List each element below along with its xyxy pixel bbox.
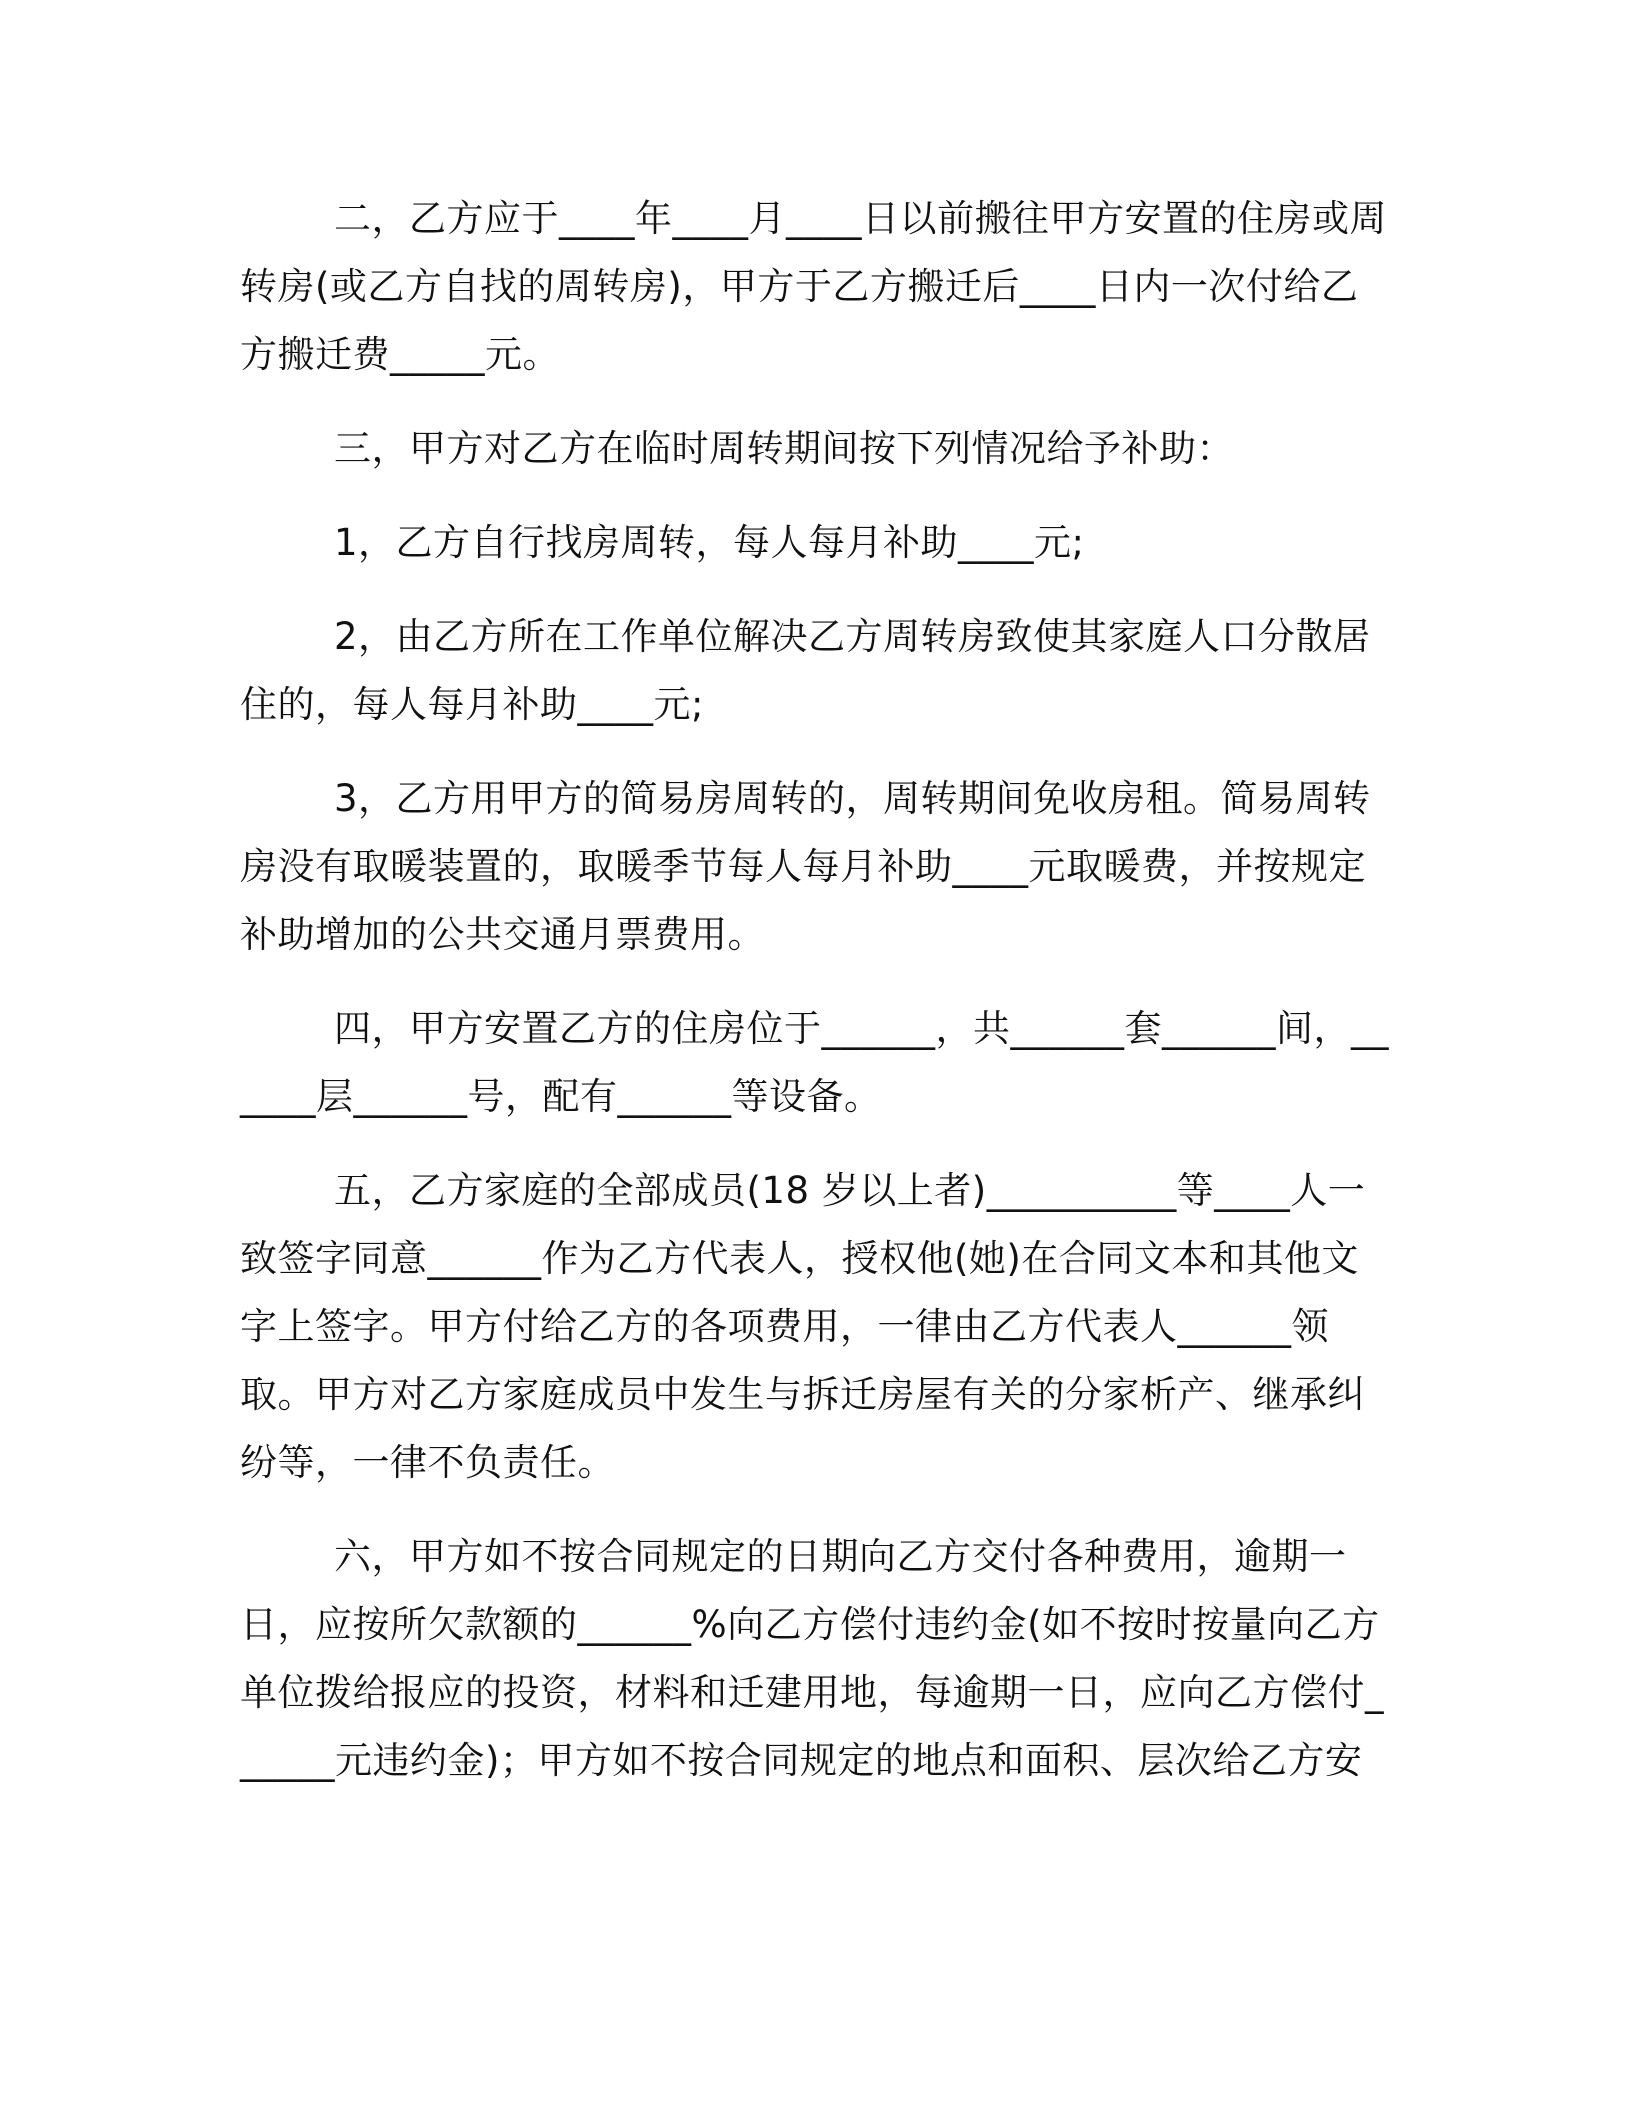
clause-3-temporary-subsidy: 三，甲方对乙方在临时周转期间按下列情况给予补助： xyxy=(334,427,1234,470)
clause-5-family-representative: 五，乙方家庭的全部成员(18 岁以上者)__________等____人一致签字同意______作为乙方代表人，授权他(她)在合同文本和其他文字上签字。甲方付给乙方的各项费用，一律由乙方代表人______领取。甲方对乙方家庭成员中发生与拆迁房屋有关的分家析产、继承纠纷等，一律不负责任。 xyxy=(240,1169,1366,1484)
clause-3-item-3: 3，乙方用甲方的简易房周转的，周转期间免收房租。简易周转房没有取暖装置的，取暖季节每人每月补助____元取暖费，并按规定补助增加的公共交通月票费用。 xyxy=(240,777,1371,956)
clause-4-housing-location: 四，甲方安置乙方的住房位于______，共______套______间，______层______号，配有______等设备。 xyxy=(240,1007,1389,1118)
document-page xyxy=(240,185,1390,1821)
clause-2-relocation-deadline: 二，乙方应于____年____月____日以前搬往甲方安置的住房或周转房(或乙方自找的周转房)，甲方于乙方搬迁后____日内一次付给乙方搬迁费_____元。 xyxy=(240,197,1387,376)
clause-6-penalty: 六，甲方如不按合同规定的日期向乙方交付各种费用，逾期一日，应按所欠款额的______%向乙方偿付违约金(如不按时按量向乙方单位拨给报应的投资，材料和迁建用地，每逾期一日，应向乙方偿付______元违约金)；甲方如不按合同规定的地点和面积、层次给乙方安 xyxy=(240,1535,1384,1782)
clause-3-item-1: 1，乙方自行找房周转，每人每月补助____元; xyxy=(334,521,1085,564)
clause-3-item-2: 2，由乙方所在工作单位解决乙方周转房致使其家庭人口分散居住的，每人每月补助____元; xyxy=(240,615,1371,726)
